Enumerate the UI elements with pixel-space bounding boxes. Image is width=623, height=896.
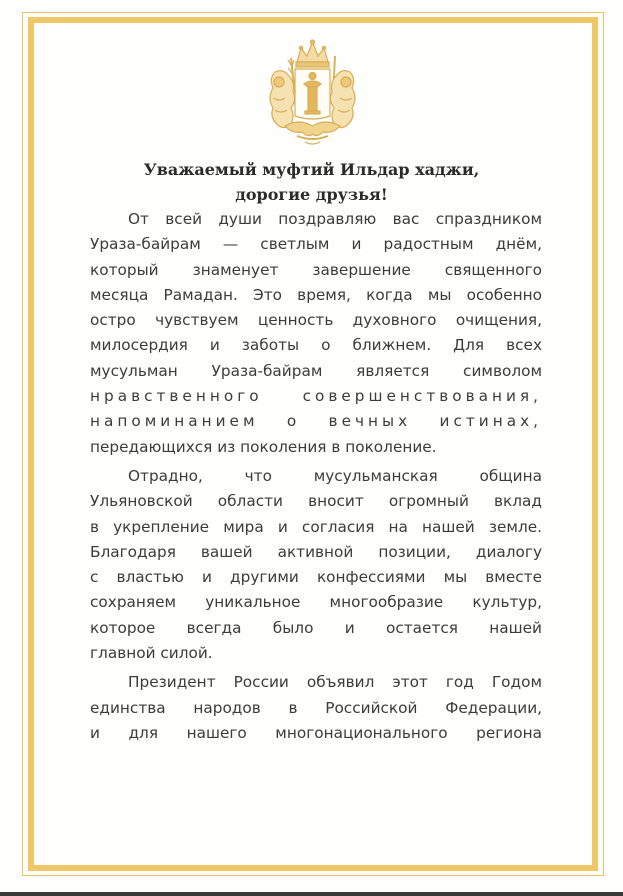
text-line: остро чувствуем ценность духовного очищения,	[90, 311, 542, 330]
text-line: и для нашего многонационального региона	[90, 723, 542, 742]
paragraph-3	[90, 670, 542, 746]
text-line: Благодаря вашей активной позиции, диалогу	[90, 542, 542, 561]
coat-of-arms-icon	[255, 38, 370, 146]
text-line: нравственного совершенствования,	[90, 387, 542, 406]
text-line: единства народов в Российской Федерации,	[90, 698, 542, 717]
text-line: месяца Рамадан. Это время, когда мы особенно	[90, 285, 542, 304]
text-line: сохраняем уникальное многообразие культур,	[90, 593, 542, 612]
scan-edge-strip	[0, 892, 623, 896]
text-line: Ульяновской области вносит огромный вклад	[90, 492, 542, 511]
text-line: в укрепление мира и согласия на нашей земле.	[90, 517, 542, 536]
text-line: передающихся из поколения в поколение.	[90, 437, 437, 456]
text-line: От всей души поздравляю вас спраздником	[128, 210, 542, 228]
text-line: с властью и другими конфессиями мы вместе	[90, 568, 542, 587]
greeting-line-2: дорогие друзья!	[235, 185, 388, 204]
letter-body	[90, 207, 542, 746]
paragraph-1	[90, 207, 542, 460]
text-line: главной силой.	[90, 644, 213, 663]
text-line: который знаменует завершение священного	[90, 260, 542, 279]
text-line: Президент России объявил этот год Годом	[128, 673, 542, 692]
paragraph-2	[90, 464, 542, 666]
letter-greeting-heading	[60, 157, 563, 207]
text-line: которое всегда было и остается нашей	[90, 618, 542, 637]
text-line: мусульман Ураза-байрам является символом	[90, 361, 542, 380]
coat-of-arms-emblem	[255, 38, 370, 146]
text-line: Ураза-байрам — светлым и радостным днём,	[90, 235, 542, 254]
text-line: милосердия и заботы о ближнем. Для всех	[90, 336, 542, 355]
text-line: Отрадно, что мусульманская община	[128, 466, 542, 485]
text-line: напоминанием о вечных истинах,	[90, 412, 542, 431]
greeting-line-1: Уважаемый муфтий Ильдар хаджи,	[143, 160, 480, 179]
